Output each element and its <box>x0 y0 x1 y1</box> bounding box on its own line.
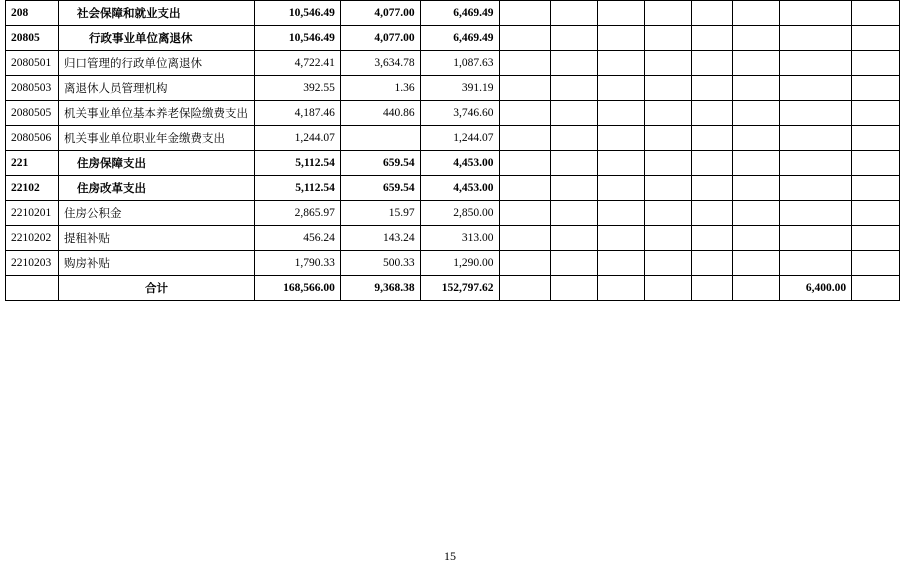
empty-cell <box>551 51 598 76</box>
row-code: 2080501 <box>6 51 59 76</box>
empty-cell <box>852 1 900 26</box>
empty-cell <box>598 76 645 101</box>
empty-cell <box>499 226 551 251</box>
row-total: 5,112.54 <box>254 151 340 176</box>
empty-cell <box>499 51 551 76</box>
table-row <box>6 151 900 176</box>
empty-cell <box>852 151 900 176</box>
empty-cell <box>733 201 780 226</box>
row-project: 313.00 <box>420 226 499 251</box>
empty-cell <box>691 251 733 276</box>
budget-table <box>5 0 900 301</box>
empty-cell <box>852 126 900 151</box>
total-label: 合计 <box>58 276 254 301</box>
row-name: 购房补贴 <box>58 251 254 276</box>
table-row <box>6 76 900 101</box>
row-total: 1,790.33 <box>254 251 340 276</box>
row-total: 10,546.49 <box>254 1 340 26</box>
row-basic <box>340 126 420 151</box>
row-name: 住房保障支出 <box>58 151 254 176</box>
row-code: 2080503 <box>6 76 59 101</box>
empty-cell <box>499 251 551 276</box>
row-code: 2210203 <box>6 251 59 276</box>
empty-cell <box>852 176 900 201</box>
empty-cell <box>551 201 598 226</box>
empty-cell <box>780 76 852 101</box>
empty-cell <box>852 251 900 276</box>
row-name: 行政事业单位离退休 <box>58 26 254 51</box>
empty-cell <box>644 26 691 51</box>
row-total: 4,187.46 <box>254 101 340 126</box>
empty-cell <box>598 251 645 276</box>
table-row <box>6 201 900 226</box>
empty-cell <box>691 76 733 101</box>
total-col11: 6,400.00 <box>780 276 852 301</box>
row-name: 住房公积金 <box>58 201 254 226</box>
table-row <box>6 176 900 201</box>
empty-cell <box>499 201 551 226</box>
empty-cell <box>644 276 691 301</box>
row-total: 5,112.54 <box>254 176 340 201</box>
table-row <box>6 126 900 151</box>
table-row <box>6 26 900 51</box>
page-number: 15 <box>444 549 456 563</box>
empty-cell <box>598 201 645 226</box>
empty-cell <box>691 26 733 51</box>
row-project: 1,087.63 <box>420 51 499 76</box>
row-basic: 3,634.78 <box>340 51 420 76</box>
empty-cell <box>598 126 645 151</box>
row-total: 4,722.41 <box>254 51 340 76</box>
empty-cell <box>691 1 733 26</box>
empty-cell <box>780 101 852 126</box>
empty-cell <box>691 126 733 151</box>
empty-cell <box>499 101 551 126</box>
empty-cell <box>780 226 852 251</box>
total-basic: 9,368.38 <box>340 276 420 301</box>
table-row <box>6 226 900 251</box>
row-total: 2,865.97 <box>254 201 340 226</box>
empty-cell <box>644 101 691 126</box>
empty-cell <box>598 101 645 126</box>
table-row <box>6 251 900 276</box>
row-name: 社会保障和就业支出 <box>58 1 254 26</box>
row-basic: 659.54 <box>340 176 420 201</box>
empty-cell <box>780 126 852 151</box>
row-code: 208 <box>6 1 59 26</box>
row-basic: 1.36 <box>340 76 420 101</box>
row-name: 归口管理的行政单位离退休 <box>58 51 254 76</box>
empty-cell <box>852 26 900 51</box>
empty-cell <box>733 76 780 101</box>
empty-cell <box>499 26 551 51</box>
empty-cell <box>499 1 551 26</box>
empty-cell <box>499 176 551 201</box>
row-total: 456.24 <box>254 226 340 251</box>
row-project: 6,469.49 <box>420 26 499 51</box>
table-row <box>6 51 900 76</box>
empty-cell <box>691 176 733 201</box>
empty-cell <box>598 226 645 251</box>
empty-cell <box>780 251 852 276</box>
row-project: 6,469.49 <box>420 1 499 26</box>
row-code: 2080506 <box>6 126 59 151</box>
empty-cell <box>551 176 598 201</box>
row-basic: 143.24 <box>340 226 420 251</box>
empty-cell <box>852 101 900 126</box>
empty-cell <box>733 101 780 126</box>
empty-cell <box>733 251 780 276</box>
row-basic: 659.54 <box>340 151 420 176</box>
total-sum: 168,566.00 <box>254 276 340 301</box>
empty-cell <box>733 1 780 26</box>
empty-cell <box>644 126 691 151</box>
empty-cell <box>780 26 852 51</box>
empty-cell <box>598 51 645 76</box>
empty-cell <box>598 176 645 201</box>
empty-cell <box>852 226 900 251</box>
empty-cell <box>733 176 780 201</box>
empty-cell <box>551 276 598 301</box>
empty-cell <box>551 26 598 51</box>
table-body <box>6 1 900 301</box>
row-project: 2,850.00 <box>420 201 499 226</box>
empty-cell <box>691 226 733 251</box>
empty-cell <box>733 26 780 51</box>
row-name: 机关事业单位职业年金缴费支出 <box>58 126 254 151</box>
row-name: 提租补贴 <box>58 226 254 251</box>
empty-cell <box>852 76 900 101</box>
empty-cell <box>780 1 852 26</box>
empty-cell <box>551 76 598 101</box>
row-project: 4,453.00 <box>420 176 499 201</box>
row-project: 391.19 <box>420 76 499 101</box>
empty-cell <box>644 251 691 276</box>
row-project: 1,290.00 <box>420 251 499 276</box>
row-total: 392.55 <box>254 76 340 101</box>
empty-cell <box>6 276 59 301</box>
empty-cell <box>598 276 645 301</box>
row-total: 10,546.49 <box>254 26 340 51</box>
empty-cell <box>852 51 900 76</box>
row-name: 离退休人员管理机构 <box>58 76 254 101</box>
empty-cell <box>644 76 691 101</box>
row-code: 2210201 <box>6 201 59 226</box>
empty-cell <box>733 276 780 301</box>
row-project: 1,244.07 <box>420 126 499 151</box>
row-basic: 4,077.00 <box>340 26 420 51</box>
row-basic: 440.86 <box>340 101 420 126</box>
empty-cell <box>644 51 691 76</box>
empty-cell <box>780 151 852 176</box>
empty-cell <box>644 151 691 176</box>
table-row <box>6 1 900 26</box>
row-project: 4,453.00 <box>420 151 499 176</box>
row-basic: 15.97 <box>340 201 420 226</box>
empty-cell <box>733 226 780 251</box>
empty-cell <box>644 176 691 201</box>
empty-cell <box>644 1 691 26</box>
empty-cell <box>551 1 598 26</box>
row-code: 221 <box>6 151 59 176</box>
empty-cell <box>733 126 780 151</box>
empty-cell <box>780 51 852 76</box>
empty-cell <box>499 76 551 101</box>
empty-cell <box>644 226 691 251</box>
empty-cell <box>644 201 691 226</box>
row-basic: 4,077.00 <box>340 1 420 26</box>
empty-cell <box>691 151 733 176</box>
row-code: 2210202 <box>6 226 59 251</box>
empty-cell <box>691 276 733 301</box>
row-project: 3,746.60 <box>420 101 499 126</box>
empty-cell <box>691 51 733 76</box>
table-row <box>6 101 900 126</box>
empty-cell <box>598 151 645 176</box>
empty-cell <box>780 201 852 226</box>
row-code: 2080505 <box>6 101 59 126</box>
empty-cell <box>598 26 645 51</box>
empty-cell <box>780 176 852 201</box>
empty-cell <box>551 126 598 151</box>
empty-cell <box>691 201 733 226</box>
empty-cell <box>499 126 551 151</box>
empty-cell <box>551 151 598 176</box>
empty-cell <box>551 226 598 251</box>
empty-cell <box>499 276 551 301</box>
row-total: 1,244.07 <box>254 126 340 151</box>
empty-cell <box>551 101 598 126</box>
row-basic: 500.33 <box>340 251 420 276</box>
empty-cell <box>598 1 645 26</box>
empty-cell <box>499 151 551 176</box>
empty-cell <box>852 201 900 226</box>
empty-cell <box>691 101 733 126</box>
row-code: 20805 <box>6 26 59 51</box>
empty-cell <box>551 251 598 276</box>
row-name: 住房改革支出 <box>58 176 254 201</box>
row-name: 机关事业单位基本养老保险缴费支出 <box>58 101 254 126</box>
empty-cell <box>733 151 780 176</box>
empty-cell <box>733 51 780 76</box>
empty-cell <box>852 276 900 301</box>
row-code: 22102 <box>6 176 59 201</box>
total-row <box>6 276 900 301</box>
total-project: 152,797.62 <box>420 276 499 301</box>
